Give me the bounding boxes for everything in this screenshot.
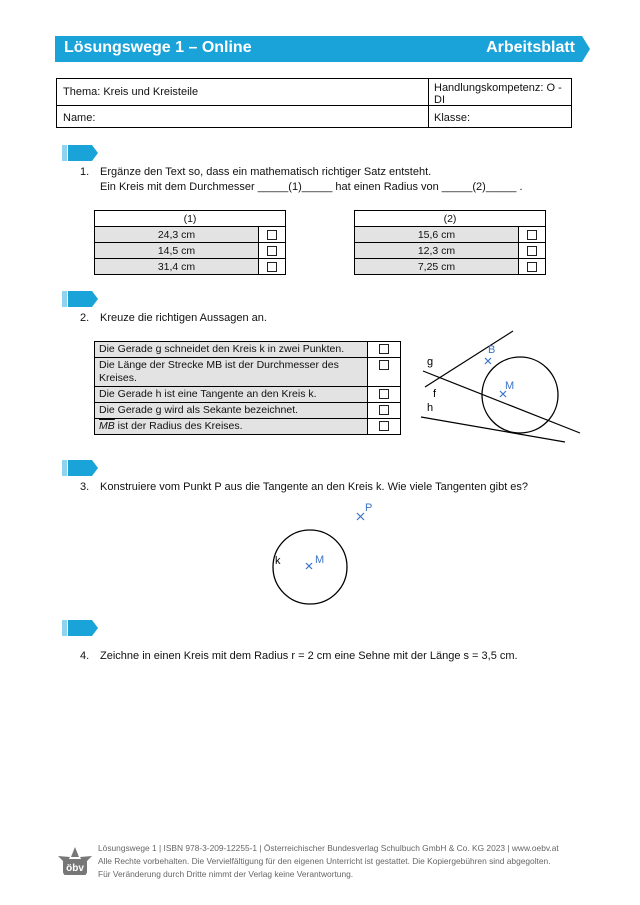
statement: Die Gerade h ist eine Tangente an den Kreis k. <box>95 387 368 403</box>
checkbox[interactable] <box>379 360 389 370</box>
section-marker-icon <box>62 620 98 636</box>
checkbox[interactable] <box>379 405 389 415</box>
task2-instruction: Kreuze die richtigen Aussagen an. <box>100 312 267 324</box>
table2-header: (2) <box>355 211 546 227</box>
task4-instruction: Zeichne in einen Kreis mit dem Radius r = 2 cm eine Sehne mit der Länge s = 3,5 cm. <box>100 650 518 662</box>
section-marker-icon <box>62 145 98 161</box>
name-field-label: Name: <box>63 112 96 124</box>
checkbox[interactable] <box>527 230 537 240</box>
table2-option: 15,6 cm <box>355 227 519 243</box>
oebv-logo-icon <box>56 845 94 887</box>
table1-header: (1) <box>95 211 286 227</box>
table2-option: 12,3 cm <box>355 243 519 259</box>
footer-text <box>98 842 559 881</box>
checkbox[interactable] <box>379 344 389 354</box>
header-label: Arbeitsblatt <box>486 39 575 56</box>
info-box <box>56 78 572 128</box>
label-p: P <box>365 502 373 514</box>
task2-statements-table <box>94 341 401 435</box>
table1-option: 14,5 cm <box>95 243 259 259</box>
checkbox[interactable] <box>379 421 389 431</box>
logo-text: öbv <box>66 863 84 874</box>
label-f: f <box>433 388 437 400</box>
table2-option: 7,25 cm <box>355 259 519 275</box>
section-marker-icon <box>62 291 98 307</box>
task4-number: 4. <box>80 650 90 662</box>
task2-number: 2. <box>80 312 90 324</box>
label-b: B <box>488 344 496 356</box>
footer-line3: Für Veränderung durch Dritte nimmt der Verlag keine Verantwortung. <box>98 869 354 879</box>
task1-line2: Ein Kreis mit dem Durchmesser _____(1)_____ hat einen Radius von _____(2)_____ . <box>100 181 523 193</box>
task1-table-2 <box>354 210 546 275</box>
class-field-label: Klasse: <box>434 112 471 124</box>
statement-last: $\overline{MB}$ ist der Radius des Kreises. <box>95 419 368 435</box>
overline-segment-mb: $\overline{MB}$ <box>99 420 115 432</box>
table1-option: 24,3 cm <box>95 227 259 243</box>
label-h: h <box>427 402 434 414</box>
label-k: k <box>275 555 281 567</box>
header-banner <box>55 36 583 62</box>
checkbox[interactable] <box>267 230 277 240</box>
task3-instruction: Konstruiere vom Punkt P aus die Tangente an den Kreis k. Wie viele Tangenten gibt es? <box>100 481 529 493</box>
header-title: Lösungswege 1 – Online <box>64 39 252 56</box>
checkbox[interactable] <box>527 246 537 256</box>
task1-table-1 <box>94 210 286 275</box>
label-m: M <box>505 380 515 392</box>
table1-option: 31,4 cm <box>95 259 259 275</box>
label-m: M <box>315 554 325 566</box>
section-marker-icon <box>62 460 98 476</box>
info-divider-vertical <box>428 79 429 127</box>
task3-number: 3. <box>80 481 90 493</box>
checkbox[interactable] <box>267 246 277 256</box>
task1-instruction <box>100 165 523 195</box>
task1-line1: Ergänze den Text so, dass ein mathematisch richtiger Satz entsteht. <box>100 166 432 178</box>
topic-label: Thema: Kreis und Kreisteile <box>63 86 199 98</box>
label-g: g <box>427 356 434 368</box>
footer-line2: Alle Rechte vorbehalten. Die Vervielfältigung für den eigenen Unterricht ist gestattet. Die Kopiergebühren sind abgegolten. <box>98 856 551 866</box>
task3-figure <box>260 495 390 615</box>
footer-line1: Lösungswege 1 | ISBN 978-3-209-12255-1 | Österreichischer Bundesverlag Schulbuch GmbH & Co. KG 2023 | www.oebv.at <box>98 843 559 853</box>
statement: Die Gerade g wird als Sekante bezeichnet. <box>95 403 368 419</box>
task1-number: 1. <box>80 166 90 178</box>
statement: Die Länge der Strecke MB ist der Durchmesser des Kreises. <box>95 358 368 387</box>
statement: Die Gerade g schneidet den Kreis k in zwei Punkten. <box>95 342 368 358</box>
task2-figure <box>415 325 595 450</box>
checkbox[interactable] <box>267 262 277 272</box>
checkbox[interactable] <box>379 389 389 399</box>
checkbox[interactable] <box>527 262 537 272</box>
competence-label: Handlungskompetenz: O - DI <box>434 82 562 106</box>
